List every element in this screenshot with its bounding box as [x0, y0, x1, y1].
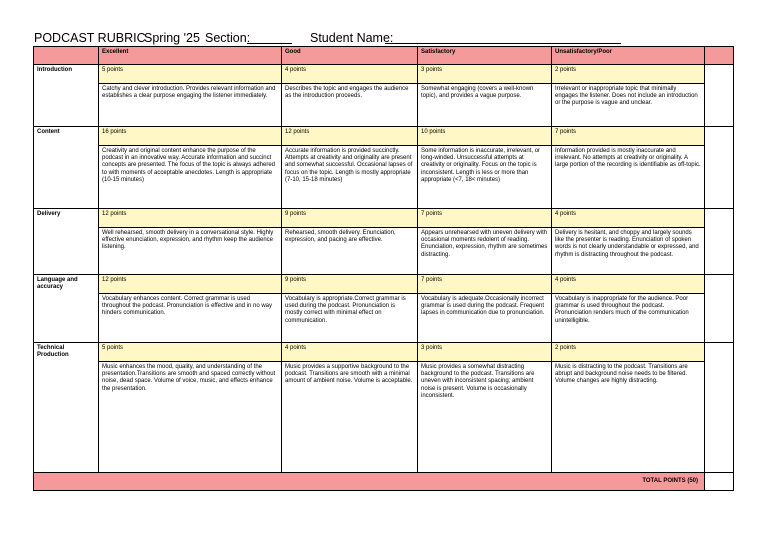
description-cell: Music is distracting to the podcast. Transitions are abrupt and background noise needs to be filtered. Volume changes are highly distracting. [552, 362, 705, 473]
description-cell: Appears unrehearsed with uneven delivery with occasional moments redolent of reading. Enunciation, expression, rhythm are sometimes distracting. [418, 228, 552, 275]
total-row [34, 473, 734, 491]
total-points-label: TOTAL POINTS (50) [34, 473, 705, 491]
points-cell: 5 points [99, 65, 282, 84]
points-cell: 4 points [552, 209, 705, 228]
points-cell: 4 points [282, 343, 418, 362]
points-cell: 4 points [552, 275, 705, 294]
points-cell: 3 points [418, 65, 552, 84]
criterion-introduction: Introduction [34, 65, 99, 127]
score-cell[interactable] [705, 209, 734, 275]
description-cell: Information provided is mostly inaccurate and irrelevant. No attempts at creativity or originality. A large portion of the recording is identifiable as off-topic. [552, 146, 705, 209]
points-cell: 7 points [418, 209, 552, 228]
criterion-content: Content [34, 127, 99, 209]
criterion-technical-production: Technical Production [34, 343, 99, 473]
criterion-delivery: Delivery [34, 209, 99, 275]
section-label: Section: [205, 31, 251, 45]
rubric-header [34, 31, 734, 47]
description-cell: Accurate information is provided succinctly. Attempts at creativity and originality are present and somewhat successful. Occasional lapses of focus on the topic. Length is mostly appropriate (7-10, 15-18 minutes) [282, 146, 418, 209]
description-cell: Irrelevant or inappropriate topic that minimally engages the listener. Does not include an introduction or the purpose is vague and unclear. [552, 84, 705, 127]
description-cell: Rehearsed, smooth delivery. Enunciation, expression, and pacing are effective. [282, 228, 418, 275]
criterion-description-row [34, 146, 734, 209]
rubric-table [33, 46, 734, 491]
points-cell: 4 points [282, 65, 418, 84]
description-cell: Vocabulary is appropriate.Correct grammar is used during the podcast. Pronunciation is mostly correct with minimal effect on communication. [282, 294, 418, 343]
criterion-description-row [34, 84, 734, 127]
points-cell: 5 points [99, 343, 282, 362]
criterion-description-row [34, 228, 734, 275]
score-column-header [705, 47, 734, 65]
description-cell: Some information is inaccurate, irrelevant, or long-winded. Unsuccessful attempts at creativity or originality. Focus on the topic is inconsistent. Length is less or more than appropriate (<7, 18< minutes) [418, 146, 552, 209]
student-name-label: Student Name: [310, 31, 394, 45]
rubric-title: PODCAST RUBRIC [34, 31, 146, 45]
points-cell: 2 points [552, 65, 705, 84]
criterion-points-row [34, 209, 734, 228]
criterion-points-row [34, 275, 734, 294]
points-cell: 2 points [552, 343, 705, 362]
description-cell: Delivery is hesitant, and choppy and largely sounds like the presenter is reading. Enunciation of spoken words is not clearly understandable or expressed, and rhythm is distracting throughout the podcast. [552, 228, 705, 275]
points-cell: 7 points [552, 127, 705, 146]
term-label: Spring '25 [144, 31, 200, 45]
description-cell: Describes the topic and engages the audience as the introduction proceeds. [282, 84, 418, 127]
points-cell: 12 points [99, 209, 282, 228]
header-row [34, 47, 734, 65]
criterion-points-row [34, 127, 734, 146]
description-cell: Vocabulary is inappropriate for the audience. Poor grammar is used throughout the podcast. Pronunciation renders much of the communication unintelligible. [552, 294, 705, 343]
points-cell: 9 points [282, 209, 418, 228]
points-cell: 12 points [99, 275, 282, 294]
description-cell: Catchy and clever introduction. Provides relevant information and establishes a clear purpose engaging the listener immediately. [99, 84, 282, 127]
description-cell: Music enhances the mood, quality, and understanding of the presentation.Transitions are smooth and spaced correctly without noise, dead space. Volume of voice, music, and effects enhance the presentation. [99, 362, 282, 473]
criterion-language-and-accuracy: Language and accuracy [34, 275, 99, 343]
criteria-corner [34, 47, 99, 65]
level-unsatisfactory: Unsatisfactory/Poor [552, 47, 705, 65]
score-cell[interactable] [705, 275, 734, 343]
description-cell: Music provides a somewhat distracting background to the podcast. Transitions are uneven with inconsistent spacing; ambient noise is present. Volume is occasionally inconsistent. [418, 362, 552, 473]
criterion-points-row [34, 343, 734, 362]
description-cell: Somewhat engaging (covers a well-known topic), and provides a vague purpose. [418, 84, 552, 127]
criterion-description-row [34, 362, 734, 473]
total-score-cell[interactable] [705, 473, 734, 491]
points-cell: 10 points [418, 127, 552, 146]
score-cell[interactable] [705, 127, 734, 209]
criterion-description-row [34, 294, 734, 343]
description-cell: Creativity and original content enhance the purpose of the podcast in an innovative way. Accurate information and succinct concepts are presented. The focus of the topic is always adhered to with moments of acceptable anecdotes. Length is appropriate (10-15 minutes) [99, 146, 282, 209]
points-cell: 12 points [282, 127, 418, 146]
level-excellent: Excellent [99, 47, 282, 65]
level-satisfactory: Satisfactory [418, 47, 552, 65]
level-good: Good [282, 47, 418, 65]
points-cell: 16 points [99, 127, 282, 146]
score-cell[interactable] [705, 65, 734, 127]
points-cell: 3 points [418, 343, 552, 362]
description-cell: Well rehearsed, smooth delivery in a conversational style. Highly effective enunciation, expression, and rhythm keep the audience listening. [99, 228, 282, 275]
points-cell: 9 points [282, 275, 418, 294]
points-cell: 7 points [418, 275, 552, 294]
description-cell: Music provides a supportive background to the podcast. Transitions are smooth with a minimal amount of ambient noise. Volume is acceptable. [282, 362, 418, 473]
description-cell: Vocabulary enhances content. Correct grammar is used throughout the podcast. Pronunciation is effective and in no way hinders communication. [99, 294, 282, 343]
score-cell[interactable] [705, 343, 734, 473]
description-cell: Vocabulary is adequate.Occasionally incorrect grammar is used during the podcast. Frequent lapses in communication due to pronunciation. [418, 294, 552, 343]
criterion-points-row [34, 65, 734, 84]
